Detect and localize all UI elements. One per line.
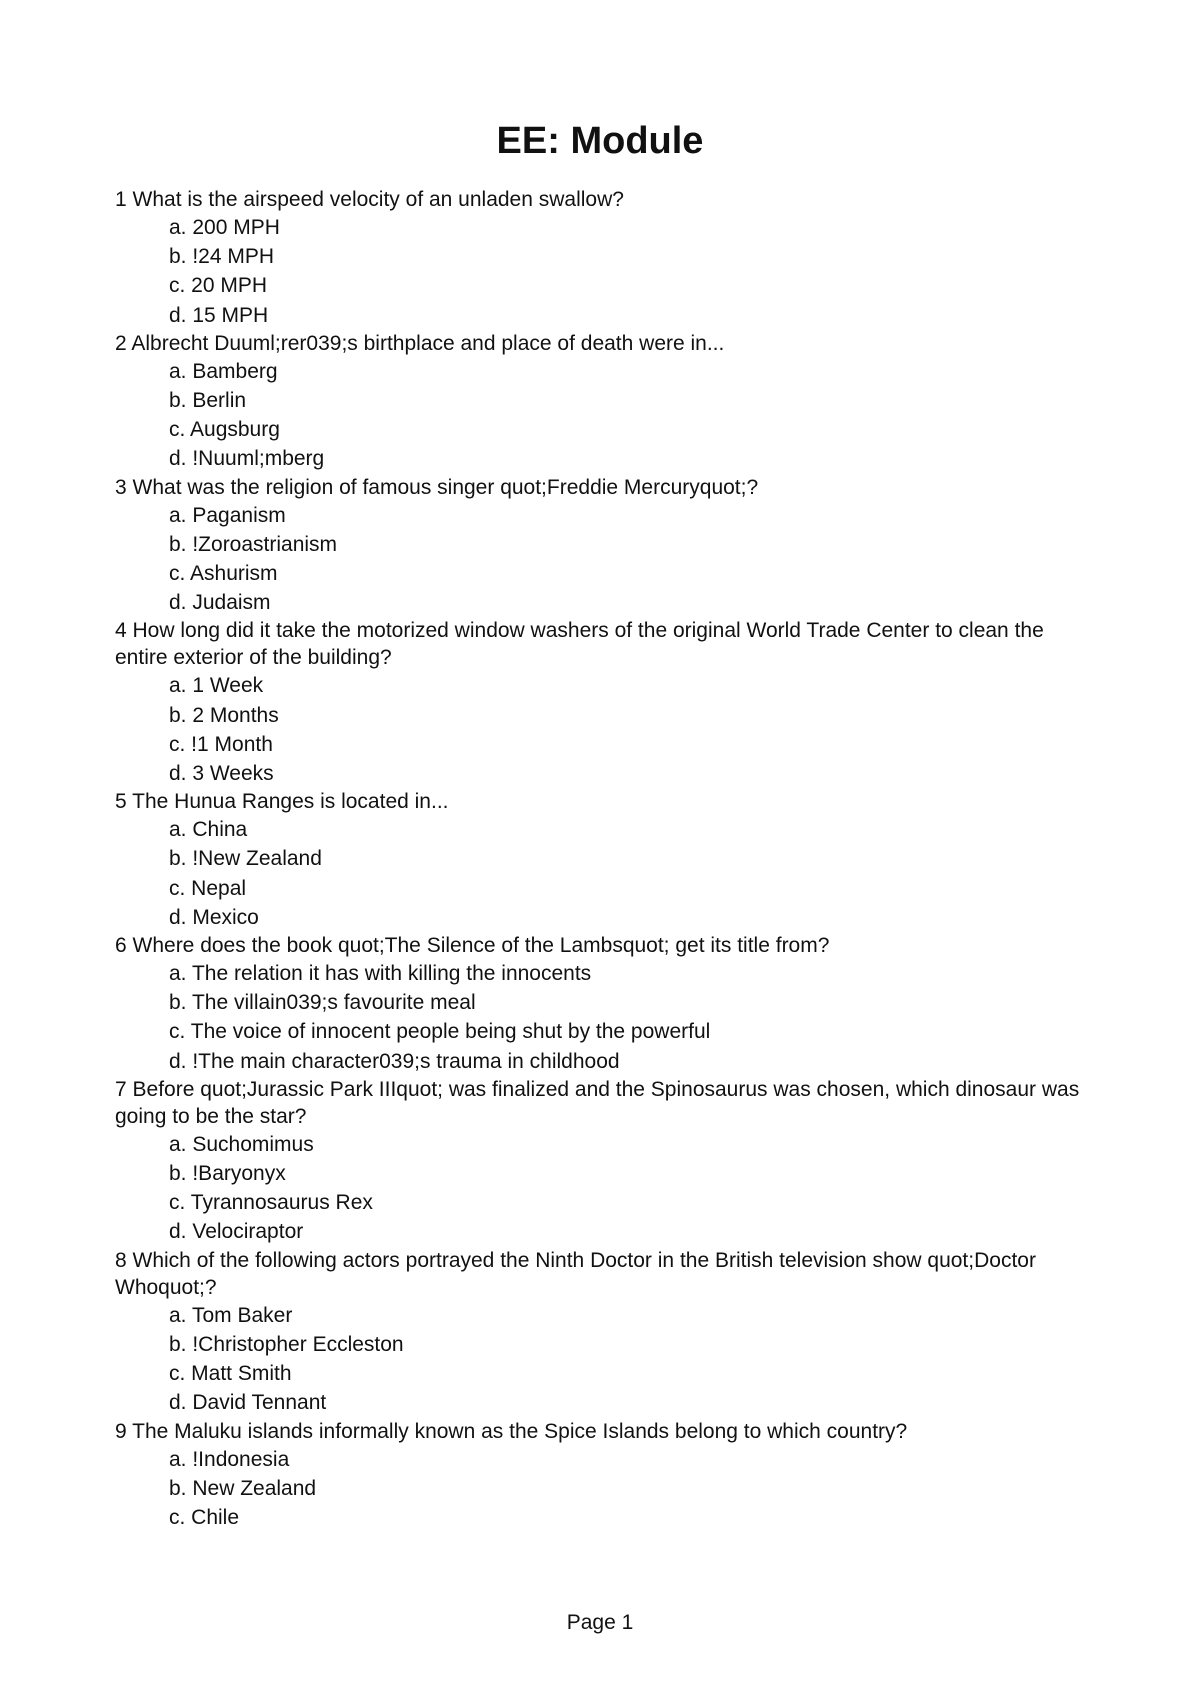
answer-option: b. !Baryonyx	[169, 1162, 286, 1186]
answer-option: a. Bamberg	[169, 359, 278, 383]
question-list	[115, 186, 1100, 1532]
answer-option: a. The relation it has with killing the innocents	[169, 962, 592, 986]
answer-option: b. New Zealand	[169, 1476, 317, 1500]
question-text: 5 The Hunua Ranges is located in...	[115, 790, 449, 814]
answer-option: c. Chile	[169, 1505, 240, 1529]
answer-option: c. Matt Smith	[169, 1362, 292, 1386]
question-text: 7 Before quot;Jurassic Park IIIquot; was finalized and the Spinosaurus was chosen, which dinosaur was going to be the star?	[115, 1077, 1080, 1128]
question-1	[115, 186, 1100, 330]
answer-options	[115, 1445, 1100, 1533]
answer-options	[115, 1301, 1100, 1418]
page-number: Page 1	[566, 1611, 634, 1634]
answer-option: d. !Nuuml;mberg	[169, 447, 325, 471]
answer-option: a. 1 Week	[169, 674, 264, 698]
answer-option: a. China	[169, 818, 248, 842]
question-text: 8 Which of the following actors portrayed the Ninth Doctor in the British television show quot;Doctor Whoquot;?	[115, 1248, 1036, 1299]
answer-option: c. Ashurism	[169, 562, 278, 586]
question-text: 1 What is the airspeed velocity of an unladen swallow?	[115, 188, 624, 211]
question-7	[115, 1076, 1100, 1247]
question-text: 2 Albrecht Duuml;rer039;s birthplace and place of death were in...	[115, 331, 725, 355]
question-text: 3 What was the religion of famous singer quot;Freddie Mercuryquot;?	[115, 475, 759, 499]
answer-option: d. !The main character039;s trauma in childhood	[169, 1049, 620, 1073]
answer-option: c. 20 MPH	[169, 274, 268, 298]
question-3	[115, 474, 1100, 618]
answer-option: c. Tyrannosaurus Rex	[169, 1191, 373, 1215]
answer-options	[115, 671, 1100, 788]
answer-option: b. !Zoroastrianism	[169, 532, 338, 556]
answer-option: c. Nepal	[169, 876, 247, 900]
question-2	[115, 330, 1100, 474]
question-8	[115, 1247, 1100, 1418]
answer-option: b. !New Zealand	[169, 847, 322, 871]
question-6	[115, 932, 1100, 1076]
answer-option: a. !Indonesia	[169, 1447, 290, 1471]
question-9	[115, 1418, 1100, 1533]
answer-option: d. David Tennant	[169, 1391, 327, 1415]
answer-option: b. Berlin	[169, 389, 247, 413]
answer-option: a. Paganism	[169, 503, 286, 527]
answer-option: a. Tom Baker	[169, 1303, 293, 1327]
question-text: 6 Where does the book quot;The Silence of the Lambsquot; get its title from?	[115, 934, 830, 958]
question-4	[115, 617, 1100, 788]
answer-option: c. The voice of innocent people being shut by the powerful	[169, 1020, 711, 1044]
answer-options	[115, 959, 1100, 1076]
answer-options	[115, 1130, 1100, 1247]
answer-options	[115, 501, 1100, 618]
answer-option: d. 15 MPH	[169, 303, 269, 327]
answer-option: b. !24 MPH	[169, 245, 275, 269]
question-text: 4 How long did it take the motorized window washers of the original World Trade Center to clean the entire exterior of the building?	[115, 619, 1044, 670]
answer-option: b. !Christopher Eccleston	[169, 1332, 404, 1356]
answer-option: d. Mexico	[169, 905, 259, 929]
answer-options	[115, 357, 1100, 474]
answer-option: c. Augsburg	[169, 418, 280, 442]
answer-options	[115, 213, 1100, 330]
answer-option: d. 3 Weeks	[169, 762, 274, 786]
answer-option: b. 2 Months	[169, 703, 279, 727]
answer-option: b. The villain039;s favourite meal	[169, 991, 476, 1015]
document-title: EE: Module	[496, 120, 704, 162]
answer-option: d. Velociraptor	[169, 1220, 304, 1244]
answer-option: a. Suchomimus	[169, 1132, 314, 1156]
question-text: 9 The Maluku islands informally known as the Spice Islands belong to which country?	[115, 1419, 908, 1443]
answer-options	[115, 815, 1100, 932]
answer-option: c. !1 Month	[169, 732, 273, 756]
answer-option: a. 200 MPH	[169, 216, 280, 239]
answer-option: d. Judaism	[169, 591, 271, 615]
question-5	[115, 788, 1100, 932]
